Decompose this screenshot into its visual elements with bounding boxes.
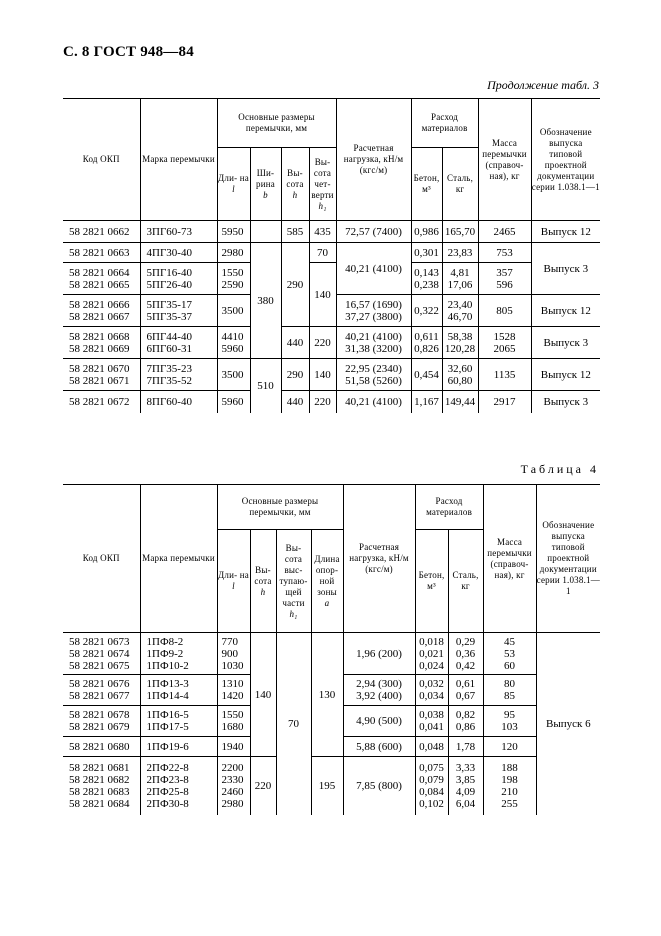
t3-header-rate: Расход материалов bbox=[411, 99, 478, 148]
t3-header-series: Обозначение выпуска типовой проектной документации серии 1.038.1—1 bbox=[531, 99, 600, 221]
table-row: 58 2821 0680 1ПФ19-6 1940 5,88 (600) 0,048 1,78 120 bbox=[63, 737, 600, 757]
t4-hp-70: 70 bbox=[276, 633, 311, 815]
table4 bbox=[63, 484, 600, 815]
t4-sup-130: 130 bbox=[311, 633, 343, 757]
t3-header-concrete: Бетон, м³ bbox=[411, 148, 442, 221]
t4-header-hei: Вы- сота h bbox=[250, 530, 276, 633]
t3-series-3: Выпуск 3 bbox=[543, 262, 589, 275]
t4-header-rate: Расход материалов bbox=[415, 485, 483, 530]
page-header: С. 8 ГОСТ 948—84 bbox=[63, 44, 194, 60]
t3-hq-140: 140 bbox=[309, 263, 336, 327]
t3-width-380: 380 bbox=[250, 243, 281, 359]
table-row: 58 2821 0663 4ПГ30-40 2980 380 290 70 40,21 (4100) 0,301 23,83 753 Выпуск 3 bbox=[63, 243, 600, 263]
table3 bbox=[63, 98, 600, 413]
table-row: 58 2821 0676 58 2821 0677 1ПФ13-3 1ПФ14-4 1310 1420 2,94 (300) 3,92 (400) 0,032 0,034 0,61 0,67 80 85 bbox=[63, 675, 600, 706]
table-row: 58 2821 0666 58 2821 0667 5ПГ35-17 5ПГ35-37 3500 16,57 (1690) 37,27 (3800) 0,322 23,40 46,70 805 Выпуск 12 bbox=[63, 295, 600, 327]
t4-header-mark: Марка перемычки bbox=[140, 485, 217, 633]
table4-label: Таблица 4 bbox=[520, 462, 599, 476]
t3-header-wid: Ши- рина b bbox=[250, 148, 281, 221]
t3-header-mass: Масса перемычки (справоч- ная), кг bbox=[478, 99, 531, 221]
table-row: 58 2821 0670 58 2821 0671 7ПГ35-23 7ПГ35-52 3500 510 290 140 22,95 (2340) 51,58 (5260) 0,454 32,60 60,80 1135 Выпуск 12 bbox=[63, 359, 600, 391]
table-row: 58 2821 0678 58 2821 0679 1ПФ16-5 1ПФ17-5 1550 1680 4,90 (500) 0,038 0,041 0,82 0,86 95 103 bbox=[63, 706, 600, 737]
table-row: 58 2821 0664 58 2821 0665 5ПГ16-40 5ПГ26-40 1550 2590 140 0,143 0,238 4,81 17,06 357 596 bbox=[63, 263, 600, 295]
t3-header-steel: Сталь, кг bbox=[442, 148, 478, 221]
t4-header-steel: Сталь, кг bbox=[448, 530, 483, 633]
t3-load-4100: 40,21 (4100) bbox=[336, 243, 411, 295]
table-row: 58 2821 0672 8ПГ60-40 5960 440 220 40,21 (4100) 1,167 149,44 2917 Выпуск 3 bbox=[63, 391, 600, 413]
t3-header-hei: Вы- сота h bbox=[281, 148, 309, 221]
t4-header-dims: Основные размеры перемычки, мм bbox=[217, 485, 343, 530]
t4-header-mass: Масса перемычки (справоч- ная), кг bbox=[483, 485, 536, 633]
t4-header-hp: Вы- сота выс- тупаю- щей части h₁ bbox=[276, 530, 311, 633]
table-row: 58 2821 0668 58 2821 0669 6ПГ44-40 6ПГ60-31 4410 5960 440 220 40,21 (4100) 31,38 (3200) 0,611 0,826 58,38 120,28 1528 2065 Выпуск 3 bbox=[63, 327, 600, 359]
t3-header-hq: Вы- сота чет- верти h₁ bbox=[309, 148, 336, 221]
table-row: 58 2821 0681 58 2821 0682 58 2821 0683 58 2821 0684 2ПФ22-8 2ПФ23-8 2ПФ25-8 2ПФ30-8 2200 2330 2460 2980 220 195 7,85 (800) 0,075 0,079 0,084 0,102 3,33 3,85 4,09 6,04 188 198 210 255 bbox=[63, 757, 600, 815]
t3-header-dims: Основные размеры перемычки, мм bbox=[217, 99, 336, 148]
t4-header-len: Дли- на l bbox=[217, 530, 250, 633]
t3-header-mark: Марка перемычки bbox=[140, 99, 217, 221]
t4-series-6: Выпуск 6 bbox=[546, 717, 591, 730]
t4-header-series: Обозначение выпуска типовой проектной документации серии 1.038.1—1 bbox=[536, 485, 600, 633]
t3-header-len: Дли- на l bbox=[217, 148, 250, 221]
t4-header-load: Расчетная нагрузка, кН/м (кгс/м) bbox=[343, 485, 415, 633]
t3-width-510: 510 bbox=[250, 359, 281, 413]
t4-height-140: 140 bbox=[250, 633, 276, 757]
table-row: 58 2821 0673 58 2821 0674 58 2821 0675 1ПФ8-2 1ПФ9-2 1ПФ10-2 770 900 1030 140 70 130 1,96 (200) 0,018 0,021 0,024 0,29 0,36 0,42 45 53 60 Выпуск 6 bbox=[63, 633, 600, 675]
t4-header-okp: Код ОКП bbox=[63, 485, 140, 633]
t3-header-okp: Код ОКП bbox=[63, 99, 140, 221]
t4-header-concrete: Бетон, м³ bbox=[415, 530, 448, 633]
table-continuation-label: Продолжение табл. 3 bbox=[487, 78, 599, 92]
t4-header-sup: Длина опор- ной зоны a bbox=[311, 530, 343, 633]
t3-header-load: Расчетная нагрузка, кН/м (кгс/м) bbox=[336, 99, 411, 221]
t3-height-290: 290 bbox=[281, 243, 309, 327]
table-row: 58 2821 0662 3ПГ60-73 5950 585 435 72,57 (7400) 0,986 165,70 2465 Выпуск 12 bbox=[63, 221, 600, 243]
